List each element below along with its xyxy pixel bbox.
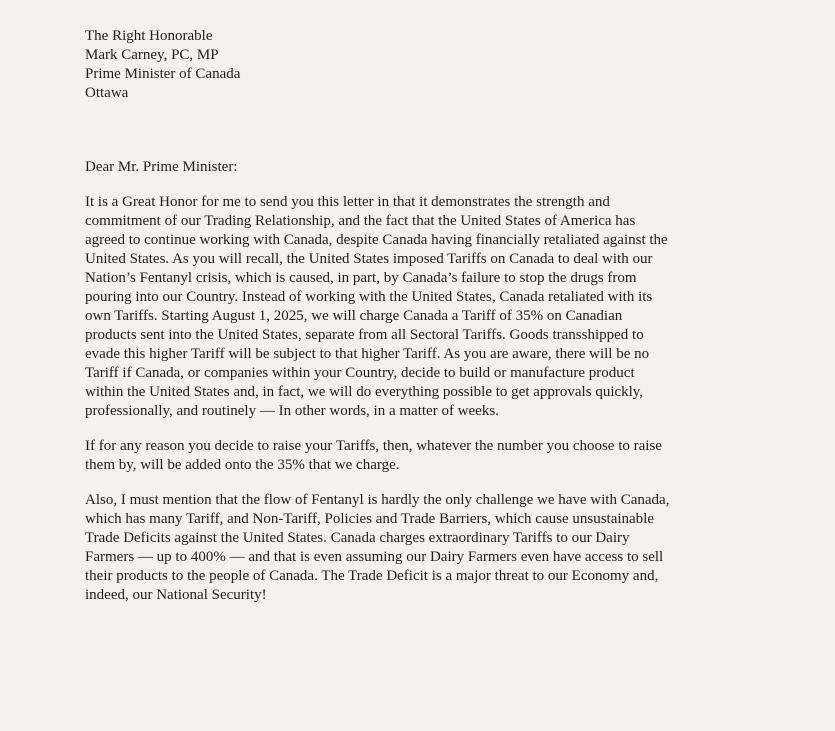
paragraph-1 xyxy=(85,193,805,421)
recipient-address xyxy=(85,27,805,103)
paragraph-line: Farmers — up to 400% — and that is even assuming our Dairy Farmers even have access to sell xyxy=(85,549,664,565)
paragraph-line: them by, will be added onto the 35% that we charge. xyxy=(85,457,400,473)
paragraph-line: Nation’s Fentanyl crisis, which is caused, in part, by Canada’s failure to stop the drugs from xyxy=(85,270,637,286)
paragraph-line: pouring into our Country. Instead of working with the United States, Canada retaliated with its xyxy=(85,289,653,305)
paragraph-line: It is a Great Honor for me to send you this letter in that it demonstrates the strength and xyxy=(85,194,610,210)
paragraph-2 xyxy=(85,437,805,475)
paragraph-line: which has many Tariff, and Non-Tariff, Policies and Trade Barriers, which cause unsustainable xyxy=(85,511,655,527)
paragraph-line: professionally, and routinely — In other words, in a matter of weeks. xyxy=(85,403,499,419)
address-line-title: The Right Honorable xyxy=(85,28,213,44)
paragraph-line: agreed to continue working with Canada, despite Canada having financially retaliated against the xyxy=(85,232,668,248)
paragraph-line: Tariff if Canada, or companies within your Country, decide to build or manufacture product xyxy=(85,365,635,381)
paragraph-3 xyxy=(85,491,805,605)
paragraph-line: Trade Deficits against the United States. Canada charges extraordinary Tariffs to our Dairy xyxy=(85,530,630,546)
paragraph-line: products sent into the United States, separate from all Sectoral Tariffs. Goods transshipped to xyxy=(85,327,644,343)
salutation: Dear Mr. Prime Minister: xyxy=(85,159,238,175)
paragraph-line: If for any reason you decide to raise your Tariffs, then, whatever the number you choose to raise xyxy=(85,438,662,454)
paragraph-line: commitment of our Trading Relationship, and the fact that the United States of America has xyxy=(85,213,636,229)
paragraph-line: own Tariffs. Starting August 1, 2025, we will charge Canada a Tariff of 35% on Canadian xyxy=(85,308,623,324)
address-line-office: Prime Minister of Canada xyxy=(85,66,241,82)
address-line-name: Mark Carney, PC, MP xyxy=(85,47,219,63)
paragraph-line: their products to the people of Canada. The Trade Deficit is a major threat to our Economy and, xyxy=(85,568,659,584)
address-line-city: Ottawa xyxy=(85,85,129,101)
paragraph-line: Also, I must mention that the flow of Fentanyl is hardly the only challenge we have with Canada, xyxy=(85,492,670,508)
paragraph-line: within the United States and, in fact, we will do everything possible to get approvals quickly, xyxy=(85,384,644,400)
paragraph-line: evade this higher Tariff will be subject to that higher Tariff. As you are aware, there will be no xyxy=(85,346,650,362)
paragraph-line: indeed, our National Security! xyxy=(85,587,267,603)
letter-body xyxy=(85,27,805,605)
paragraph-line: United States. As you will recall, the United States imposed Tariffs on Canada to deal with our xyxy=(85,251,653,267)
